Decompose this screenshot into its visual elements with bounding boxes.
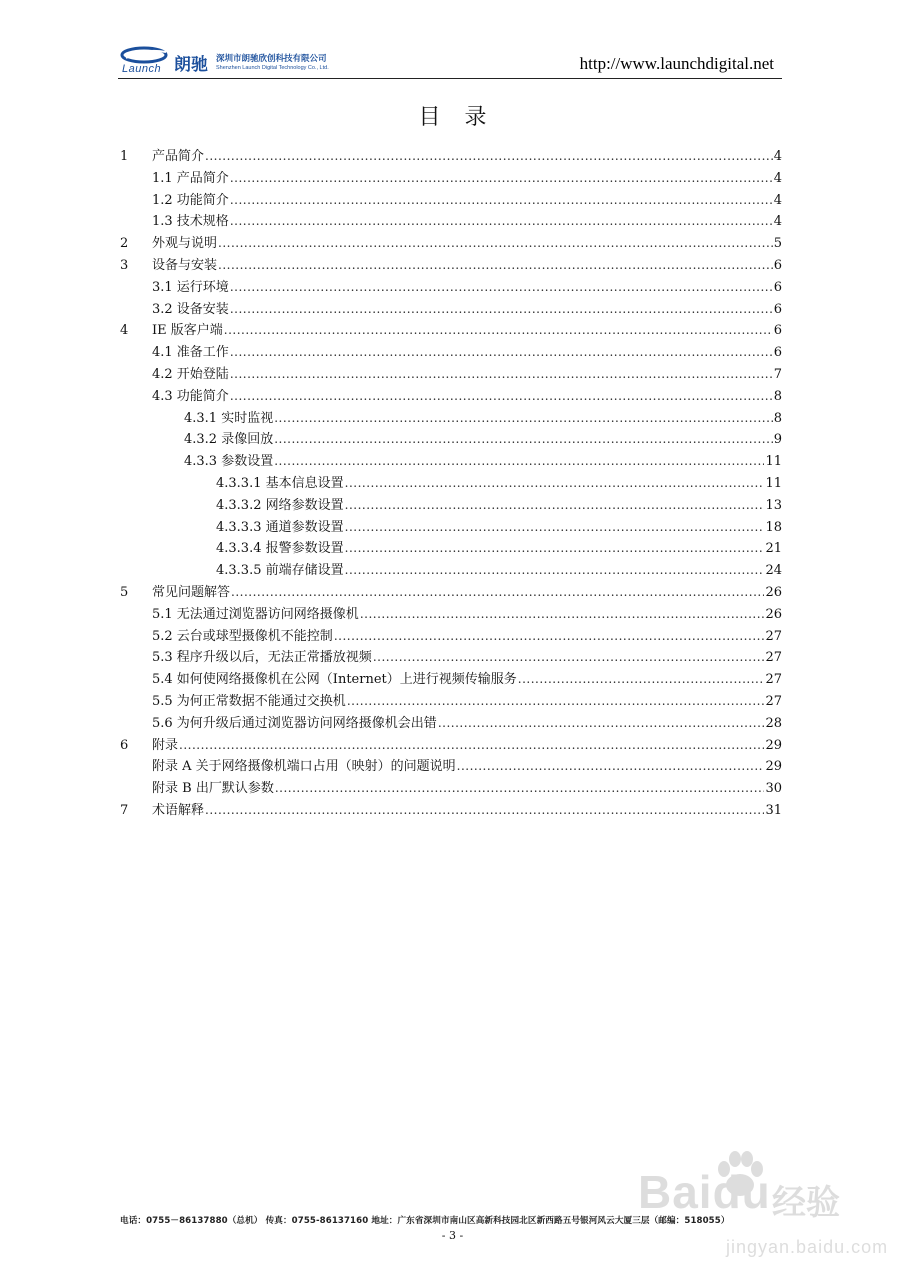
toc-entry[interactable] <box>120 735 782 757</box>
toc-entry-title: 附录 <box>152 737 179 753</box>
toc-entry-title: 术语解释 <box>152 802 205 818</box>
toc-entry-title: 4.3.2 录像回放 <box>184 432 274 448</box>
toc-leader-dots <box>334 626 765 648</box>
toc-entry-title: 4.3.3.5 前端存储设置 <box>216 563 344 579</box>
toc-chapter-number: 7 <box>120 802 129 818</box>
toc-entry[interactable] <box>120 604 782 626</box>
header-website-link[interactable]: http://www.launchdigital.net <box>579 54 774 73</box>
toc-chapter-number: 4 <box>120 323 129 339</box>
toc-leader-dots <box>457 756 765 778</box>
toc-leader-dots <box>345 517 765 539</box>
toc-leader-dots <box>345 473 765 495</box>
toc-entry-title: 4.1 准备工作 <box>152 345 229 361</box>
toc-leader-dots <box>230 168 773 190</box>
toc-entry[interactable] <box>120 582 782 604</box>
logo-swoosh-icon <box>120 46 172 64</box>
toc-entry[interactable] <box>120 190 782 212</box>
toc-entry[interactable] <box>120 255 782 277</box>
toc-page-number: 9 <box>773 432 782 448</box>
toc-entry[interactable] <box>120 429 782 451</box>
toc-leader-dots <box>274 408 773 430</box>
toc-entry[interactable] <box>120 211 782 233</box>
toc-chapter-number: 5 <box>120 584 129 600</box>
toc-entry-title: 附录 A 关于网络摄像机端口占用（映射）的问题说明 <box>152 759 456 775</box>
toc-entry[interactable] <box>120 364 782 386</box>
toc-leader-dots <box>179 735 764 757</box>
toc-page-number: 4 <box>773 192 782 208</box>
toc-entry-title: 4.3.3.4 报警参数设置 <box>216 541 344 557</box>
toc-entry-title: 5.5 为何正常数据不能通过交换机 <box>152 693 346 709</box>
toc-leader-dots <box>345 538 765 560</box>
toc-entry[interactable] <box>120 146 782 168</box>
toc-entry-title: 设备与安装 <box>152 257 218 273</box>
toc-leader-dots <box>275 778 765 800</box>
toc-leader-dots <box>360 604 765 626</box>
toc-entry-title: 常见问题解答 <box>152 584 231 600</box>
toc-leader-dots <box>230 299 773 321</box>
watermark-url: jingyan.baidu.com <box>726 1237 889 1257</box>
baidu-watermark <box>630 1145 890 1270</box>
table-of-contents <box>120 146 782 822</box>
toc-entry[interactable] <box>120 451 782 473</box>
toc-leader-dots <box>345 560 765 582</box>
toc-entry[interactable] <box>120 647 782 669</box>
toc-page-number: 7 <box>773 366 782 382</box>
company-name-cn: 深圳市朗驰欣创科技有限公司 <box>216 54 327 64</box>
toc-leader-dots <box>218 255 773 277</box>
toc-page-number: 29 <box>765 759 782 775</box>
toc-page-number: 11 <box>765 475 782 491</box>
toc-leader-dots <box>230 364 773 386</box>
toc-page-number: 5 <box>773 236 782 252</box>
toc-entry[interactable] <box>120 756 782 778</box>
toc-leader-dots <box>345 495 765 517</box>
toc-leader-dots <box>230 277 773 299</box>
toc-entry-title: 5.3 程序升级以后，无法正常播放视频 <box>152 650 372 666</box>
toc-page-number: 4 <box>773 170 782 186</box>
toc-leader-dots <box>274 429 773 451</box>
toc-entry-title: 3.2 设备安装 <box>152 301 229 317</box>
watermark-brand: Baidu <box>638 1166 771 1218</box>
toc-leader-dots <box>230 342 773 364</box>
toc-entry[interactable] <box>120 386 782 408</box>
toc-entry[interactable] <box>120 299 782 321</box>
toc-leader-dots <box>230 386 773 408</box>
toc-leader-dots <box>274 451 764 473</box>
toc-page-number: 26 <box>765 606 782 622</box>
toc-page-number: 28 <box>765 715 782 731</box>
toc-leader-dots <box>231 582 764 604</box>
toc-entry-title: 4.3 功能简介 <box>152 388 229 404</box>
toc-page-number: 31 <box>765 802 782 818</box>
toc-leader-dots <box>205 146 773 168</box>
toc-leader-dots <box>438 713 765 735</box>
toc-entry-title: 1.3 技术规格 <box>152 214 229 230</box>
toc-entry[interactable] <box>120 669 782 691</box>
toc-chapter-number: 3 <box>120 257 129 273</box>
toc-page-number: 18 <box>765 519 782 535</box>
toc-entry[interactable] <box>120 320 782 342</box>
toc-page-number: 6 <box>773 279 782 295</box>
toc-page-number: 4 <box>773 214 782 230</box>
toc-entry-title: IE 版客户端 <box>152 323 223 339</box>
toc-entry-title: 产品简介 <box>152 149 205 164</box>
toc-page-number: 27 <box>765 650 782 666</box>
toc-page-number: 6 <box>773 257 782 273</box>
toc-chapter-number: 2 <box>120 236 129 252</box>
toc-entry-title: 1.1 产品简介 <box>152 170 229 186</box>
toc-leader-dots <box>230 211 773 233</box>
toc-page-number: 24 <box>765 563 782 579</box>
toc-page-number: 8 <box>773 410 782 426</box>
toc-entry[interactable] <box>120 800 782 822</box>
footer-contact-info: 电话：0755－86137880（总机） 传真：0755-86137160 地址：广东省深圳市南山区高新科技园北区新西路五号银河风云大厦三层（邮编：518055） <box>120 1216 730 1226</box>
toc-entry[interactable] <box>120 560 782 582</box>
toc-page-number: 8 <box>773 388 782 404</box>
page-number: - 3 - <box>441 1229 464 1242</box>
toc-entry[interactable] <box>120 517 782 539</box>
toc-entry[interactable] <box>120 495 782 517</box>
toc-entry-title: 5.4 如何使网络摄像机在公网（Internet）上进行视频传输服务 <box>152 672 517 688</box>
company-name-en: Shenzhen Launch Digital Technology Co., Ltd. <box>216 65 329 71</box>
toc-page-number: 6 <box>773 345 782 361</box>
toc-leader-dots <box>230 190 773 212</box>
toc-leader-dots <box>224 320 773 342</box>
toc-entry[interactable] <box>120 168 782 190</box>
toc-page-number: 4 <box>773 149 782 164</box>
toc-leader-dots <box>347 691 765 713</box>
toc-entry-title: 4.3.1 实时监视 <box>184 410 274 426</box>
toc-entry-title: 5.1 无法通过浏览器访问网络摄像机 <box>152 606 359 622</box>
toc-chapter-number: 6 <box>120 737 129 753</box>
toc-entry[interactable] <box>120 778 782 800</box>
toc-entry[interactable] <box>120 233 782 255</box>
toc-page-number: 6 <box>773 301 782 317</box>
toc-page-number: 27 <box>765 672 782 688</box>
toc-page-number: 11 <box>765 454 782 470</box>
page-title: 目录 <box>418 105 511 130</box>
company-logo <box>118 44 358 76</box>
toc-entry[interactable] <box>120 691 782 713</box>
toc-entry-title: 附录 B 出厂默认参数 <box>152 781 274 797</box>
toc-page-number: 30 <box>765 781 782 797</box>
logo-chinese-text: 朗驰 <box>174 55 208 75</box>
toc-leader-dots <box>518 669 765 691</box>
toc-entry[interactable] <box>120 473 782 495</box>
toc-entry-title: 1.2 功能简介 <box>152 192 229 208</box>
toc-entry-title: 5.2 云台或球型摄像机不能控制 <box>152 628 333 644</box>
toc-entry-title: 4.2 开始登陆 <box>152 366 229 382</box>
toc-page-number: 29 <box>765 737 782 753</box>
toc-entry-title: 外观与说明 <box>152 236 218 252</box>
toc-page-number: 6 <box>773 323 782 339</box>
toc-entry[interactable] <box>120 277 782 299</box>
toc-page-number: 27 <box>765 693 782 709</box>
toc-entry[interactable] <box>120 626 782 648</box>
toc-entry-title: 4.3.3.2 网络参数设置 <box>216 497 344 513</box>
watermark-brand-cn: 经验 <box>772 1183 840 1223</box>
toc-entry[interactable] <box>120 408 782 430</box>
toc-entry-title: 3.1 运行环境 <box>152 279 229 295</box>
toc-entry[interactable] <box>120 342 782 364</box>
toc-entry[interactable] <box>120 713 782 735</box>
toc-page-number: 26 <box>765 584 782 600</box>
toc-leader-dots <box>373 647 765 669</box>
toc-entry-title: 5.6 为何升级后通过浏览器访问网络摄像机会出错 <box>152 715 437 731</box>
toc-entry[interactable] <box>120 538 782 560</box>
toc-entry-title: 4.3.3.3 通道参数设置 <box>216 519 344 535</box>
toc-leader-dots <box>205 800 764 822</box>
toc-entry-title: 4.3.3 参数设置 <box>184 454 274 470</box>
page-header <box>118 42 782 79</box>
toc-page-number: 27 <box>765 628 782 644</box>
toc-page-number: 13 <box>765 497 782 513</box>
toc-chapter-number: 1 <box>120 149 129 164</box>
toc-entry-title: 4.3.3.1 基本信息设置 <box>216 475 344 491</box>
toc-page-number: 21 <box>765 541 782 557</box>
toc-leader-dots <box>218 233 773 255</box>
logo-latin-text: Launch <box>122 63 162 75</box>
